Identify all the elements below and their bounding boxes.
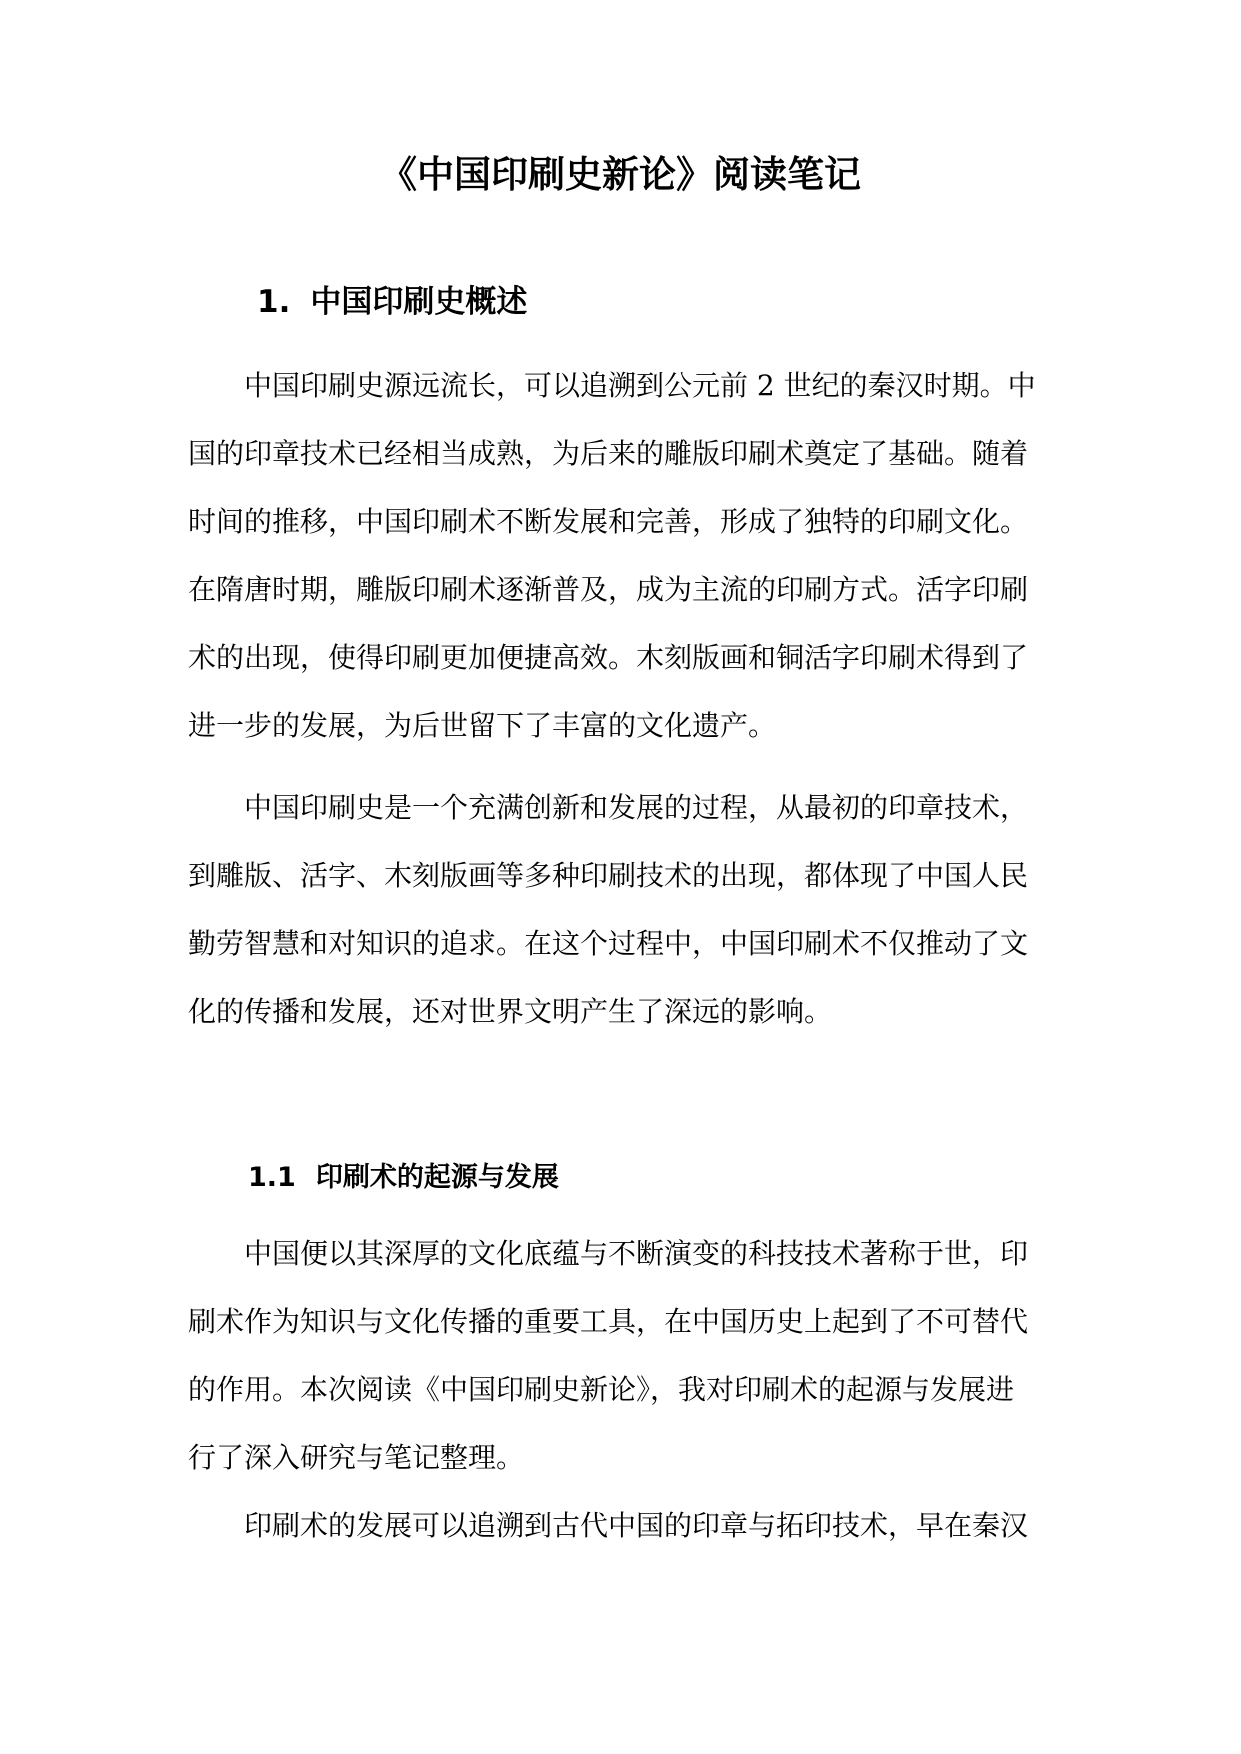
paragraph-line: 中国印刷史源远流长，可以追溯到公元前 2 世纪的秦汉时期。中 bbox=[244, 369, 1036, 402]
document-title: 《中国印刷史新论》阅读笔记 bbox=[380, 153, 861, 196]
subsection-number: 1.1 bbox=[248, 1162, 296, 1193]
paragraph bbox=[188, 774, 1058, 1046]
paragraph-line: 中国便以其深厚的文化底蕴与不断演变的科技技术著称于世，印 bbox=[244, 1237, 1029, 1270]
paragraph-line: 到雕版、活字、木刻版画等多种印刷技术的出现，都体现了中国人民 bbox=[188, 859, 1029, 892]
paragraph-line: 化的传播和发展，还对世界文明产生了深远的影响。 bbox=[188, 995, 833, 1028]
subsection-heading-text: 印刷术的起源与发展 bbox=[315, 1162, 559, 1193]
subsection-heading-1-1 bbox=[248, 1158, 559, 1198]
section-heading-text: 中国印刷史概述 bbox=[310, 284, 528, 320]
paragraph-line: 中国印刷史是一个充满创新和发展的过程，从最初的印章技术， bbox=[244, 791, 1029, 824]
paragraph-line: 时间的推移，中国印刷术不断发展和完善，形成了独特的印刷文化。 bbox=[188, 505, 1029, 538]
paragraph-line: 在隋唐时期，雕版印刷术逐渐普及，成为主流的印刷方式。活字印刷 bbox=[188, 573, 1029, 606]
paragraph bbox=[188, 1220, 1058, 1492]
paragraph bbox=[188, 352, 1058, 760]
paragraph bbox=[188, 1492, 1058, 1560]
paragraph-line: 的作用。本次阅读《中国印刷史新论》，我对印刷术的起源与发展进 bbox=[188, 1373, 1015, 1406]
paragraph-line: 国的印章技术已经相当成熟，为后来的雕版印刷术奠定了基础。随着 bbox=[188, 437, 1029, 470]
paragraph-line: 行了深入研究与笔记整理。 bbox=[188, 1441, 525, 1474]
paragraph-line: 印刷术的发展可以追溯到古代中国的印章与拓印技术，早在秦汉 bbox=[244, 1509, 1029, 1542]
paragraph-line: 术的出现，使得印刷更加便捷高效。木刻版画和铜活字印刷术得到了 bbox=[188, 641, 1029, 674]
paragraph-line: 进一步的发展，为后世留下了丰富的文化遗产。 bbox=[188, 709, 777, 742]
paragraph-line: 勤劳智慧和对知识的追求。在这个过程中，中国印刷术不仅推动了文 bbox=[188, 927, 1029, 960]
paragraph-line: 刷术作为知识与文化传播的重要工具，在中国历史上起到了不可替代 bbox=[188, 1305, 1029, 1338]
section-heading-1 bbox=[257, 280, 527, 324]
section-number: 1. bbox=[257, 284, 291, 320]
